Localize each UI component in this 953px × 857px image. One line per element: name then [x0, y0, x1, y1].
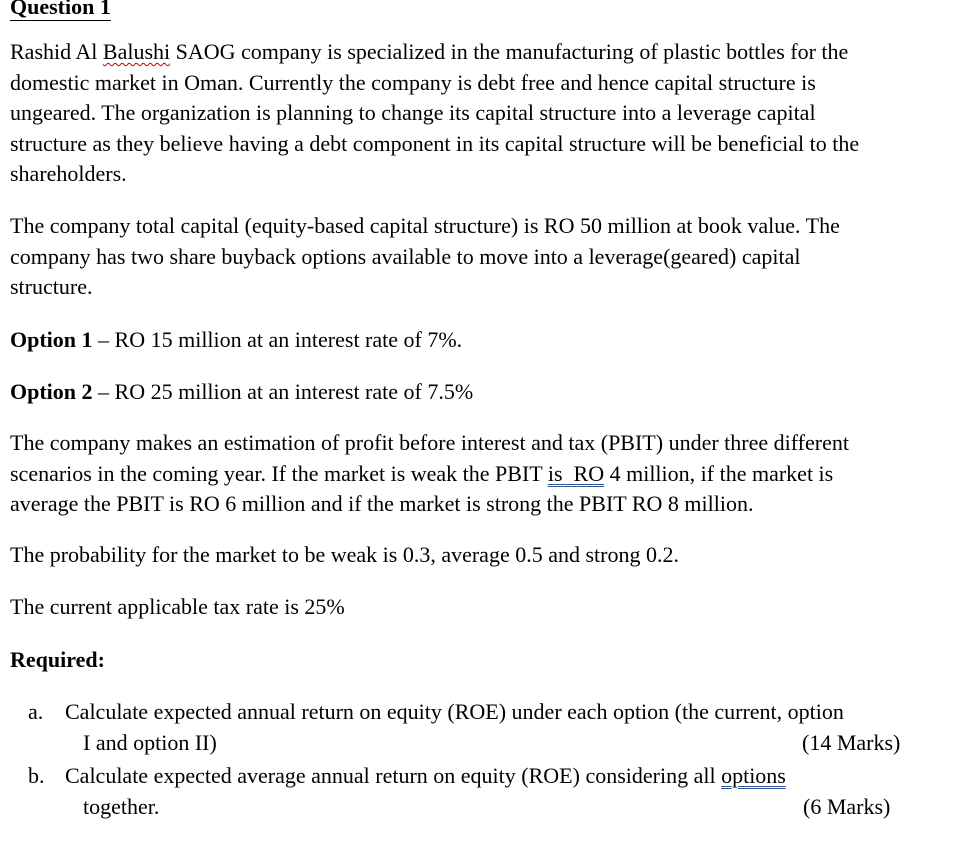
requirement-a-line-2: I and option II) — [83, 729, 217, 755]
grammar-flagged-text: is RO — [547, 460, 605, 486]
requirement-b-marks: (6 Marks) — [803, 793, 891, 819]
list-marker-b: b. — [28, 763, 45, 788]
option-2-text: – RO 25 million at an interest rate of 7.5% — [92, 379, 474, 404]
requirement-b-line-2: together. — [83, 793, 160, 819]
option-2-paragraph — [10, 377, 945, 408]
spellcheck-flagged-word: Balushi — [102, 39, 171, 64]
intro-paragraph — [10, 37, 945, 190]
pbit-line-1: The company makes an estimation of profit before interest and tax (PBIT) under three different — [10, 430, 849, 455]
intro-line-4: structure as they believe having a debt component in its capital structure will be beneficial to the — [10, 130, 860, 156]
intro-line-1-rest: SAOG company is specialized in the manufacturing of plastic bottles for the — [170, 39, 849, 64]
intro-line-5: shareholders. — [10, 161, 127, 187]
requirement-b — [28, 761, 918, 823]
pbit-line-2: scenarios in the coming year. If the market is weak the PBIT is RO 4 million, if the market is — [10, 460, 834, 486]
capital-line-2: company has two share buyback options available to move into a leverage(geared) capital — [10, 243, 801, 269]
list-marker-a: a. — [28, 699, 44, 724]
option-1-label: Option 1 — [10, 327, 93, 352]
tax-paragraph: The current applicable tax rate is 25% — [10, 594, 345, 619]
grammar-flagged-word: options — [721, 763, 786, 788]
probability-paragraph: The probability for the market to be weak is 0.3, average 0.5 and strong 0.2. — [10, 542, 679, 567]
company-name-start: Rashid Al — [10, 39, 103, 64]
requirement-a — [28, 697, 918, 759]
question-heading: Question 1 — [10, 0, 111, 21]
intro-line-1 — [10, 37, 945, 68]
required-heading: Required: — [10, 647, 105, 672]
capital-line-3: structure. — [10, 274, 93, 300]
capital-line-1: The company total capital (equity-based capital structure) is RO 50 million at book value. The — [10, 213, 840, 238]
pbit-paragraph — [10, 428, 945, 520]
intro-line-3: ungeared. The organization is planning to change its capital structure into a leverage capital — [10, 100, 816, 126]
requirement-b-line-1: Calculate expected average annual return on equity (ROE) considering all options — [65, 763, 786, 788]
intro-line-2: domestic market in Oman. Currently the company is debt free and hence capital structure is — [10, 69, 816, 95]
pbit-line-3: average the PBIT is RO 6 million and if the market is strong the PBIT RO 8 million. — [10, 491, 754, 517]
requirement-a-marks: (14 Marks) — [802, 729, 901, 755]
requirement-a-line-1: Calculate expected annual return on equity (ROE) under each option (the current, option — [65, 699, 844, 724]
option-1-text: – RO 15 million at an interest rate of 7%. — [92, 327, 463, 352]
capital-paragraph — [10, 211, 945, 303]
option-1-paragraph — [10, 325, 945, 356]
option-2-label: Option 2 — [10, 379, 93, 404]
